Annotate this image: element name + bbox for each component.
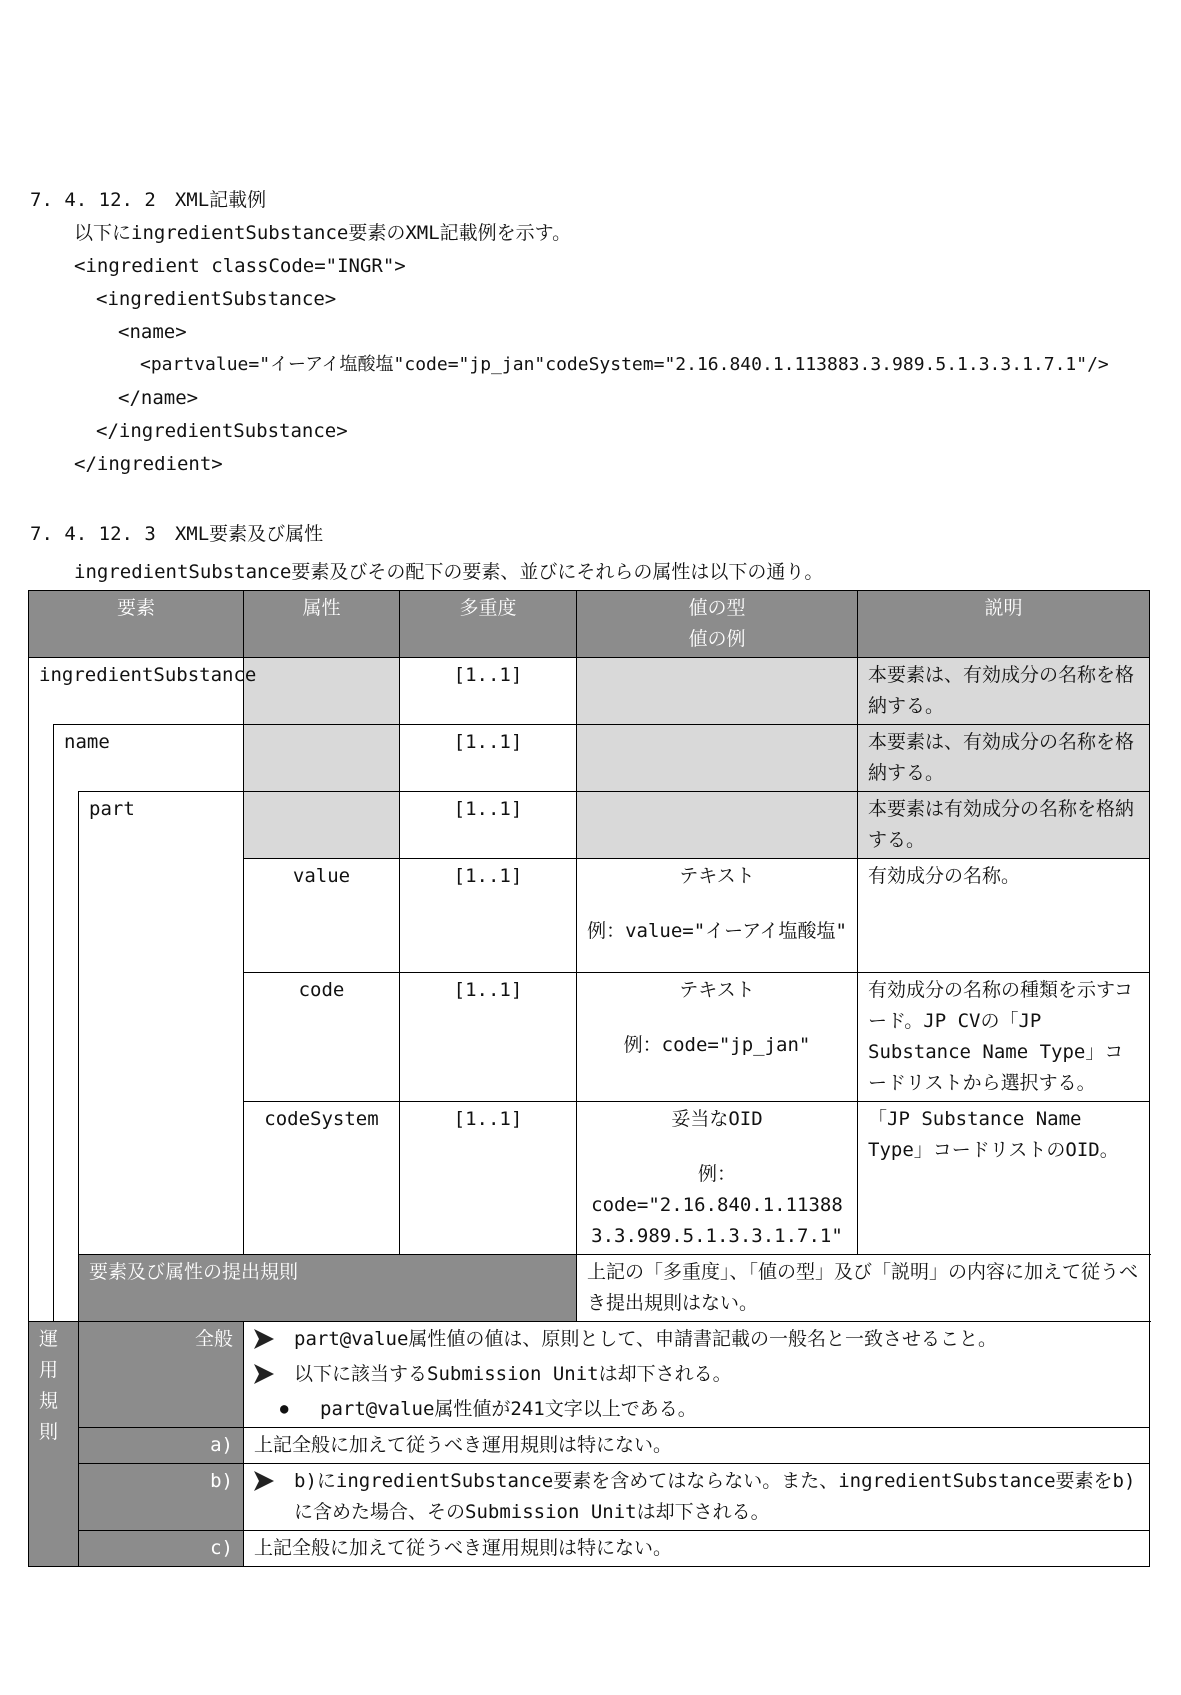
rule-b-cell: [244, 1464, 1150, 1531]
xml-line: <name>: [118, 321, 187, 343]
description-cell: 本要素は、有効成分の名称を格納する。: [858, 658, 1150, 725]
operation-rule-general-row: [29, 1322, 1150, 1428]
table-header-row: [29, 591, 1150, 658]
xml-line: <ingredient classCode="INGR">: [74, 255, 406, 277]
attribute-cell: [244, 792, 400, 859]
header-element: 要素: [29, 591, 244, 658]
sub-list-item: [254, 1394, 1139, 1425]
rule-a-label: a): [79, 1428, 244, 1464]
general-rules: [244, 1322, 1150, 1428]
rule-b-text: b)にingredientSubstance要素を含めてはならない。また、ingredientSubstance要素をb)に含めた場合、そのSubmission Unitは却下される。: [294, 1470, 1136, 1523]
spacer: [587, 1006, 847, 1030]
attribute-cell: [244, 725, 400, 792]
operation-rule-c-row: [29, 1531, 1150, 1567]
header-value-type: [577, 591, 858, 658]
table-row: [29, 658, 1150, 725]
marker: [254, 1359, 294, 1394]
rule-c-text: 上記全般に加えて従うべき運用規則は特にない。: [244, 1531, 1150, 1567]
operation-rule-label: 運用規則: [29, 1322, 79, 1567]
section-heading-xml-example: 7. 4. 12. 2 XML記載例: [30, 189, 267, 211]
element-name-cell: ingredientSubstance: [29, 658, 244, 725]
multiplicity-cell: [1..1]: [400, 1102, 577, 1255]
value-type-cell: [577, 1102, 858, 1255]
operation-rule-b-row: [29, 1464, 1150, 1531]
xml-line: <partvalue="イーアイ塩酸塩"code="jp_jan"codeSystem="2.16.840.1.113883.3.989.5.1.3.3.1.7.1"/>: [140, 354, 1109, 375]
marker: [254, 1466, 294, 1501]
section-intro-xml-elements: ingredientSubstance要素及びその配下の要素、並びにそれらの属性は以下の通り。: [74, 561, 824, 583]
general-label: 全般: [79, 1322, 244, 1428]
description-cell: 本要素は、有効成分の名称を格納する。: [858, 725, 1150, 792]
value-type-text: テキスト: [679, 865, 755, 887]
value-type-cell: [577, 658, 858, 725]
section-heading-xml-elements: 7. 4. 12. 3 XML要素及び属性: [30, 523, 324, 545]
value-type-cell: [577, 859, 858, 973]
xml-line: </ingredient>: [74, 453, 223, 475]
multiplicity-cell: [1..1]: [400, 658, 577, 725]
attribute-cell: value: [244, 859, 400, 973]
value-type-text: 妥当なOID: [671, 1108, 763, 1130]
list-item-text: 以下に該当するSubmission Unitは却下される。: [294, 1363, 732, 1385]
list-item: [254, 1324, 1139, 1359]
value-type-text: テキスト: [679, 979, 755, 1001]
value-example-label: 例：: [697, 1163, 736, 1185]
value-example-text: 例：code="jp_jan": [623, 1034, 811, 1056]
xml-line: <ingredientSubstance>: [96, 288, 337, 310]
xml-line: </ingredientSubstance>: [96, 420, 348, 442]
list-item-text: part@value属性値の値は、原則として、申請書記載の一般名と一致させること。: [294, 1328, 998, 1350]
description-cell: 有効成分の名称。: [858, 859, 1150, 973]
submission-rule-label: 要素及び属性の提出規則: [79, 1255, 577, 1322]
submission-rule-row: [29, 1255, 1150, 1322]
rule-b-label: b): [79, 1464, 244, 1531]
arrow-bullet-icon: [254, 1471, 274, 1491]
marker: [254, 1324, 294, 1359]
element-name-cell: name: [54, 725, 244, 792]
indent-cell: [54, 792, 79, 1322]
sub-list-item-text: part@value属性値が241文字以上である。: [320, 1398, 697, 1420]
submission-rule-text: 上記の「多重度」、「値の型」及び「説明」の内容に加えて従うべき提出規則はない。: [577, 1255, 1150, 1322]
spacer: [587, 1135, 847, 1159]
list-item: [254, 1466, 1139, 1528]
dot-bullet-icon: ●: [280, 1401, 289, 1417]
xml-line: </name>: [118, 387, 199, 409]
rule-a-text: 上記全般に加えて従うべき運用規則は特にない。: [244, 1428, 1150, 1464]
multiplicity-cell: [1..1]: [400, 792, 577, 859]
arrow-bullet-icon: [254, 1329, 274, 1349]
section-intro-xml-example: 以下にingredientSubstance要素のXML記載例を示す。: [74, 222, 572, 244]
multiplicity-cell: [1..1]: [400, 973, 577, 1102]
value-example-text: code="2.16.840.1.113883.3.989.5.1.3.3.1.7.1": [591, 1194, 843, 1247]
attribute-cell: codeSystem: [244, 1102, 400, 1255]
operation-rule-a-row: [29, 1428, 1150, 1464]
header-description: 説明: [858, 591, 1150, 658]
arrow-bullet-icon: [254, 1364, 274, 1384]
value-type-cell: [577, 725, 858, 792]
value-example-text: 例：value="イーアイ塩酸塩": [587, 920, 847, 942]
header-value-example-label: 値の例: [688, 628, 746, 650]
spacer: [587, 892, 847, 916]
element-attribute-table: [28, 590, 1150, 1567]
value-type-cell: [577, 792, 858, 859]
element-name-cell: part: [79, 792, 244, 1255]
description-cell: 有効成分の名称の種類を示すコード。JP CVの「JP Substance Name Type」コードリストから選択する。: [858, 973, 1150, 1102]
list-item: [254, 1359, 1139, 1394]
rule-c-label: c): [79, 1531, 244, 1567]
header-multiplicity: 多重度: [400, 591, 577, 658]
header-value-type-label: 値の型: [688, 597, 746, 619]
header-attribute: 属性: [244, 591, 400, 658]
value-type-cell: [577, 973, 858, 1102]
description-cell: 「JP Substance Name Type」コードリストのOID。: [858, 1102, 1150, 1255]
table-row: [29, 792, 1150, 859]
multiplicity-cell: [1..1]: [400, 725, 577, 792]
multiplicity-cell: [1..1]: [400, 859, 577, 973]
table-row: [29, 725, 1150, 792]
description-cell: 本要素は有効成分の名称を格納する。: [858, 792, 1150, 859]
indent-cell: [29, 725, 54, 1322]
attribute-cell: [244, 658, 400, 725]
attribute-cell: code: [244, 973, 400, 1102]
